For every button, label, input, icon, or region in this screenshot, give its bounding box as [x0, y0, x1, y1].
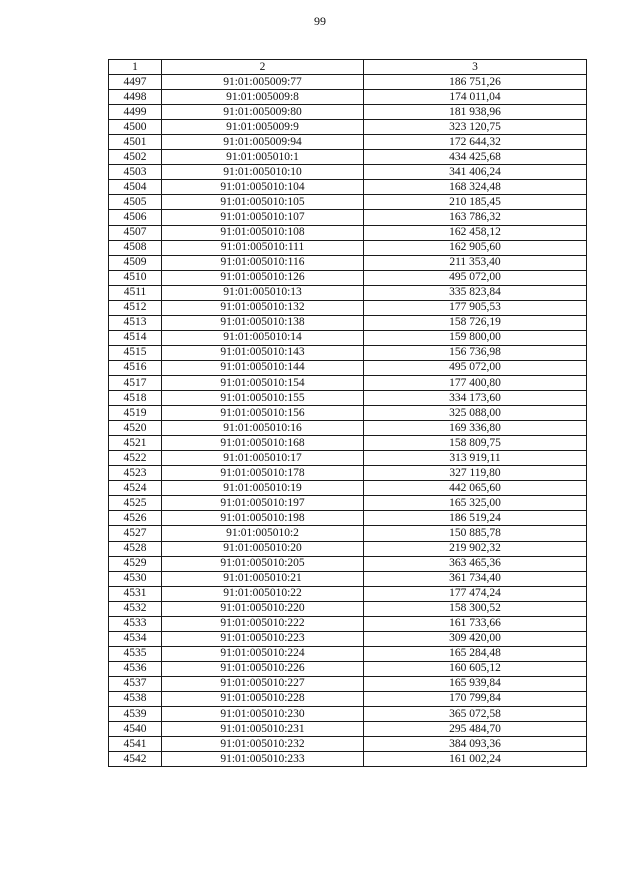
cell-value: 295 484,70	[364, 722, 587, 737]
table-row	[109, 195, 587, 210]
cell-value: 323 120,75	[364, 120, 587, 135]
cell-cadastral-number: 91:01:005010:205	[162, 556, 364, 571]
cell-value: 363 465,36	[364, 556, 587, 571]
table-row	[109, 586, 587, 601]
cell-cadastral-number: 91:01:005010:143	[162, 345, 364, 360]
table-row	[109, 752, 587, 767]
cell-value: 210 185,45	[364, 195, 587, 210]
cell-row-number: 4526	[109, 511, 162, 526]
cell-value: 165 325,00	[364, 496, 587, 511]
header-row	[109, 60, 587, 75]
table-row	[109, 481, 587, 496]
table-row	[109, 315, 587, 330]
table-row	[109, 511, 587, 526]
cell-row-number: 4533	[109, 616, 162, 631]
page-number: 99	[314, 14, 326, 28]
table-row	[109, 300, 587, 315]
cell-value: 172 644,32	[364, 135, 587, 150]
cell-value: 434 425,68	[364, 150, 587, 165]
cell-value: 335 823,84	[364, 285, 587, 300]
table-row	[109, 541, 587, 556]
cell-row-number: 4535	[109, 646, 162, 661]
cell-row-number: 4527	[109, 526, 162, 541]
cell-cadastral-number: 91:01:005010:220	[162, 601, 364, 616]
cell-value: 177 400,80	[364, 375, 587, 390]
cell-row-number: 4522	[109, 451, 162, 466]
cell-value: 327 119,80	[364, 466, 587, 481]
table-row	[109, 105, 587, 120]
cell-cadastral-number: 91:01:005010:230	[162, 707, 364, 722]
cell-value: 219 902,32	[364, 541, 587, 556]
cell-cadastral-number: 91:01:005010:21	[162, 571, 364, 586]
cell-cadastral-number: 91:01:005010:228	[162, 691, 364, 706]
table-row	[109, 135, 587, 150]
cell-row-number: 4514	[109, 330, 162, 345]
cell-cadastral-number: 91:01:005010:111	[162, 240, 364, 255]
data-table	[108, 59, 587, 767]
cell-value: 158 809,75	[364, 436, 587, 451]
cell-value: 334 173,60	[364, 391, 587, 406]
table-row	[109, 646, 587, 661]
cell-cadastral-number: 91:01:005010:17	[162, 451, 364, 466]
table-row	[109, 406, 587, 421]
table-row	[109, 421, 587, 436]
cell-row-number: 4510	[109, 270, 162, 285]
cell-cadastral-number: 91:01:005010:10	[162, 165, 364, 180]
table-row	[109, 601, 587, 616]
cell-row-number: 4536	[109, 661, 162, 676]
cell-row-number: 4538	[109, 691, 162, 706]
cell-row-number: 4503	[109, 165, 162, 180]
cell-row-number: 4498	[109, 90, 162, 105]
cell-cadastral-number: 91:01:005009:80	[162, 105, 364, 120]
cell-value: 163 786,32	[364, 210, 587, 225]
cell-row-number: 4500	[109, 120, 162, 135]
cell-cadastral-number: 91:01:005010:22	[162, 586, 364, 601]
cell-row-number: 4530	[109, 571, 162, 586]
cell-cadastral-number: 91:01:005010:13	[162, 285, 364, 300]
cell-row-number: 4525	[109, 496, 162, 511]
cell-cadastral-number: 91:01:005010:222	[162, 616, 364, 631]
cell-cadastral-number: 91:01:005010:1	[162, 150, 364, 165]
cell-row-number: 4531	[109, 586, 162, 601]
cell-row-number: 4516	[109, 360, 162, 375]
table-row	[109, 616, 587, 631]
cell-cadastral-number: 91:01:005010:105	[162, 195, 364, 210]
cell-row-number: 4542	[109, 752, 162, 767]
cell-value: 442 065,60	[364, 481, 587, 496]
cell-value: 165 284,48	[364, 646, 587, 661]
cell-row-number: 4520	[109, 421, 162, 436]
cell-row-number: 4509	[109, 255, 162, 270]
cell-row-number: 4511	[109, 285, 162, 300]
cell-cadastral-number: 91:01:005010:232	[162, 737, 364, 752]
cell-cadastral-number: 91:01:005010:104	[162, 180, 364, 195]
cell-row-number: 4529	[109, 556, 162, 571]
table-row	[109, 75, 587, 90]
cell-row-number: 4524	[109, 481, 162, 496]
table-row	[109, 691, 587, 706]
cell-value: 211 353,40	[364, 255, 587, 270]
table-row	[109, 676, 587, 691]
cell-row-number: 4519	[109, 406, 162, 421]
cell-row-number: 4517	[109, 375, 162, 390]
column-header-value: 3	[364, 60, 587, 75]
table-row	[109, 451, 587, 466]
cell-row-number: 4541	[109, 737, 162, 752]
cell-cadastral-number: 91:01:005010:198	[162, 511, 364, 526]
cell-value: 313 919,11	[364, 451, 587, 466]
cell-cadastral-number: 91:01:005010:14	[162, 330, 364, 345]
cell-cadastral-number: 91:01:005010:224	[162, 646, 364, 661]
cell-value: 181 938,96	[364, 105, 587, 120]
cell-value: 159 800,00	[364, 330, 587, 345]
cell-value: 150 885,78	[364, 526, 587, 541]
cell-cadastral-number: 91:01:005010:107	[162, 210, 364, 225]
cell-value: 169 336,80	[364, 421, 587, 436]
table-row	[109, 571, 587, 586]
cell-value: 158 300,52	[364, 601, 587, 616]
cell-cadastral-number: 91:01:005010:227	[162, 676, 364, 691]
cell-cadastral-number: 91:01:005009:94	[162, 135, 364, 150]
cell-row-number: 4504	[109, 180, 162, 195]
table-body	[109, 75, 587, 767]
table-row	[109, 285, 587, 300]
cell-value: 309 420,00	[364, 631, 587, 646]
cell-cadastral-number: 91:01:005010:116	[162, 255, 364, 270]
table-header	[109, 60, 587, 75]
cell-value: 165 939,84	[364, 676, 587, 691]
cell-cadastral-number: 91:01:005010:156	[162, 406, 364, 421]
table-row	[109, 496, 587, 511]
table-row	[109, 631, 587, 646]
cell-value: 168 324,48	[364, 180, 587, 195]
cell-row-number: 4505	[109, 195, 162, 210]
table-row	[109, 737, 587, 752]
table-row	[109, 270, 587, 285]
cell-value: 161 733,66	[364, 616, 587, 631]
cell-cadastral-number: 91:01:005010:154	[162, 375, 364, 390]
table-row	[109, 375, 587, 390]
table-row	[109, 180, 587, 195]
cell-row-number: 4506	[109, 210, 162, 225]
cell-cadastral-number: 91:01:005009:77	[162, 75, 364, 90]
cell-cadastral-number: 91:01:005010:223	[162, 631, 364, 646]
cell-cadastral-number: 91:01:005010:168	[162, 436, 364, 451]
table-row	[109, 225, 587, 240]
cell-cadastral-number: 91:01:005010:108	[162, 225, 364, 240]
table-row	[109, 165, 587, 180]
table-row	[109, 150, 587, 165]
cell-row-number: 4521	[109, 436, 162, 451]
table-row	[109, 391, 587, 406]
cell-row-number: 4528	[109, 541, 162, 556]
cell-row-number: 4497	[109, 75, 162, 90]
cell-cadastral-number: 91:01:005010:231	[162, 722, 364, 737]
cell-row-number: 4534	[109, 631, 162, 646]
cell-row-number: 4513	[109, 315, 162, 330]
cell-cadastral-number: 91:01:005010:132	[162, 300, 364, 315]
cell-value: 365 072,58	[364, 707, 587, 722]
cell-row-number: 4508	[109, 240, 162, 255]
cell-value: 495 072,00	[364, 360, 587, 375]
cell-value: 495 072,00	[364, 270, 587, 285]
table-row	[109, 436, 587, 451]
cell-value: 325 088,00	[364, 406, 587, 421]
cell-value: 177 474,24	[364, 586, 587, 601]
cell-row-number: 4507	[109, 225, 162, 240]
cell-row-number: 4499	[109, 105, 162, 120]
cell-value: 186 519,24	[364, 511, 587, 526]
cell-value: 174 011,04	[364, 90, 587, 105]
cell-cadastral-number: 91:01:005010:197	[162, 496, 364, 511]
table-row	[109, 240, 587, 255]
cell-cadastral-number: 91:01:005010:2	[162, 526, 364, 541]
cell-row-number: 4515	[109, 345, 162, 360]
cell-row-number: 4539	[109, 707, 162, 722]
cell-value: 162 905,60	[364, 240, 587, 255]
table-row	[109, 466, 587, 481]
cell-cadastral-number: 91:01:005010:138	[162, 315, 364, 330]
cell-value: 341 406,24	[364, 165, 587, 180]
cell-cadastral-number: 91:01:005009:9	[162, 120, 364, 135]
column-header-cadastral-number: 2	[162, 60, 364, 75]
table-row	[109, 90, 587, 105]
cell-row-number: 4540	[109, 722, 162, 737]
cell-cadastral-number: 91:01:005010:233	[162, 752, 364, 767]
cell-value: 177 905,53	[364, 300, 587, 315]
cell-cadastral-number: 91:01:005009:8	[162, 90, 364, 105]
cell-row-number: 4518	[109, 391, 162, 406]
cell-cadastral-number: 91:01:005010:19	[162, 481, 364, 496]
table-row	[109, 722, 587, 737]
table-row	[109, 556, 587, 571]
column-header-number: 1	[109, 60, 162, 75]
cell-row-number: 4537	[109, 676, 162, 691]
cell-cadastral-number: 91:01:005010:16	[162, 421, 364, 436]
table-row	[109, 345, 587, 360]
table-row	[109, 360, 587, 375]
table-row	[109, 120, 587, 135]
table-row	[109, 255, 587, 270]
cell-cadastral-number: 91:01:005010:126	[162, 270, 364, 285]
table-row	[109, 707, 587, 722]
cell-value: 158 726,19	[364, 315, 587, 330]
cell-row-number: 4502	[109, 150, 162, 165]
cell-cadastral-number: 91:01:005010:226	[162, 661, 364, 676]
table-row	[109, 210, 587, 225]
cell-value: 161 002,24	[364, 752, 587, 767]
cell-row-number: 4532	[109, 601, 162, 616]
cell-row-number: 4501	[109, 135, 162, 150]
cell-value: 170 799,84	[364, 691, 587, 706]
cell-cadastral-number: 91:01:005010:20	[162, 541, 364, 556]
cell-cadastral-number: 91:01:005010:144	[162, 360, 364, 375]
cell-value: 162 458,12	[364, 225, 587, 240]
cell-value: 361 734,40	[364, 571, 587, 586]
cell-value: 160 605,12	[364, 661, 587, 676]
cell-row-number: 4523	[109, 466, 162, 481]
cell-cadastral-number: 91:01:005010:178	[162, 466, 364, 481]
cell-value: 186 751,26	[364, 75, 587, 90]
table-row	[109, 526, 587, 541]
cell-cadastral-number: 91:01:005010:155	[162, 391, 364, 406]
table-row	[109, 661, 587, 676]
cell-value: 156 736,98	[364, 345, 587, 360]
table-row	[109, 330, 587, 345]
cell-value: 384 093,36	[364, 737, 587, 752]
cell-row-number: 4512	[109, 300, 162, 315]
